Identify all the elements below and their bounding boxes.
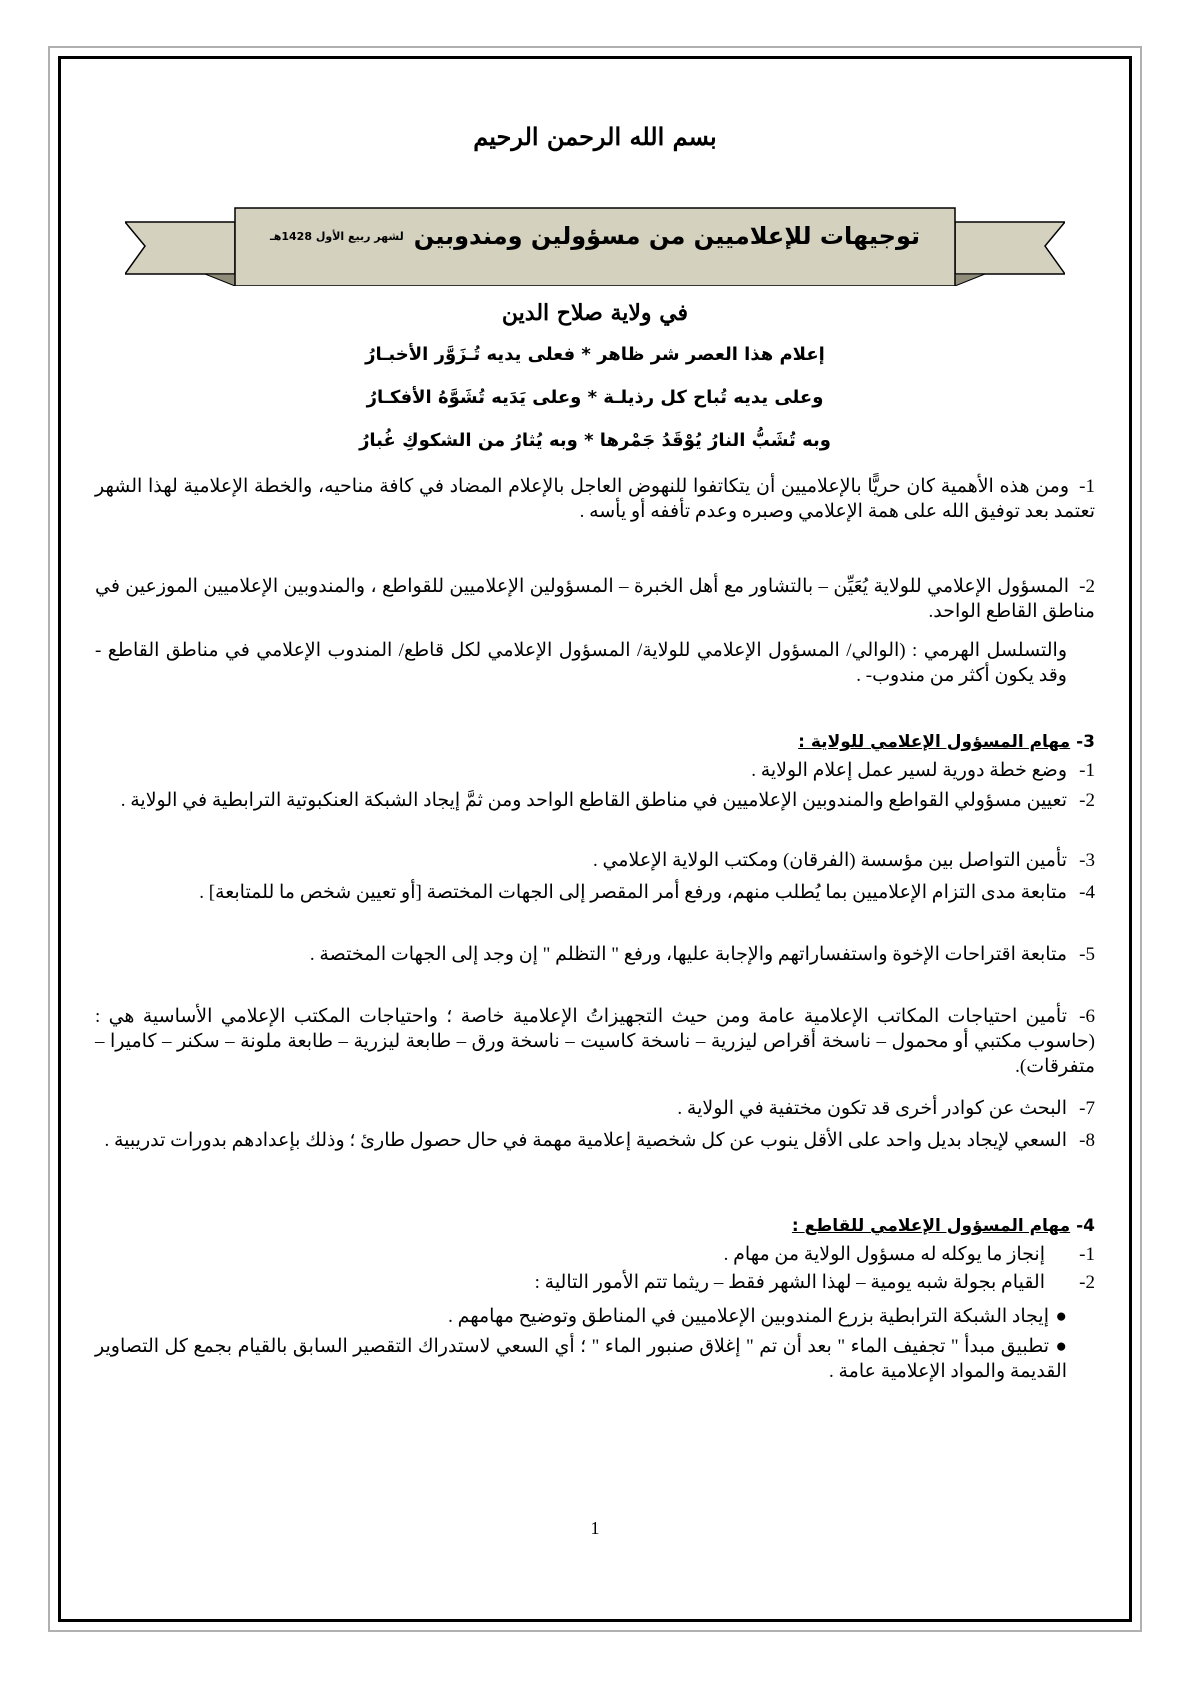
section-title: مهام المسؤول الإعلامي للقاطع bbox=[804, 1216, 1071, 1236]
list-item bbox=[95, 758, 1095, 783]
item-text: وضع خطة دورية لسير عمل إعلام الولاية . bbox=[751, 760, 1067, 781]
hierarchy-paragraph: والتسلسل الهرمي : (الوالي/ المسؤول الإعلامي للولاية/ المسؤول الإعلامي لكل قاطع/ المندوب الإعلامي في مناطق القاطع - وقد يكون أكثر من مندوب- . bbox=[95, 640, 1067, 686]
document-content bbox=[95, 56, 1095, 1616]
list-item bbox=[95, 788, 1095, 813]
item-text: متابعة اقتراحات الإخوة واستفساراتهم والإجابة عليها، ورفع " التظلم " إن وجد إلى الجهات المختصة . bbox=[309, 944, 1067, 965]
list-item bbox=[95, 1096, 1095, 1121]
section-number: 3- bbox=[1076, 732, 1095, 752]
list-item bbox=[95, 1128, 1095, 1153]
item-number: 5- bbox=[1079, 944, 1095, 965]
paragraph-number: 1- bbox=[1079, 476, 1095, 497]
poem-line: وبه تُشَبُّ النارُ يُوْقَدُ جَمْرها * وبه يُثارُ من الشكوكِ غُبارُ bbox=[359, 430, 831, 451]
item-text: القيام بجولة شبه يومية – لهذا الشهر فقط – ريثما تتم الأمور التالية : bbox=[534, 1272, 1045, 1293]
page-number: 1 bbox=[590, 1518, 600, 1538]
paragraph-1 bbox=[95, 474, 1095, 524]
basmala-heading: بسم الله الرحمن الرحيم bbox=[473, 122, 717, 151]
bullet-text: تطبيق مبدأ " تجفيف الماء " بعد أن تم " إغلاق صنبور الماء " ؛ أي السعي لاستدراك التقصير السابق بالقيام بجمع كل التصاوير القديمة والمواد الإعلامية عامة . bbox=[95, 1336, 1067, 1382]
section-4-heading bbox=[95, 1216, 1095, 1236]
banner-date: لشهر ربيع الأول 1428هـ bbox=[269, 229, 404, 243]
paragraph-text: ومن هذه الأهمية كان حريًّا بالإعلاميين أن يتكاتفوا للنهوض العاجل بالإعلام المضاد في كافة مناحيه، والخطة الإعلامية لهذا الشهر تعتمد بعد توفيق الله على همة الإعلامي وصبره وعدم تأففه أو يأسه . bbox=[95, 476, 1095, 522]
section-3-heading bbox=[95, 732, 1095, 752]
bullet-item bbox=[95, 1304, 1095, 1329]
paragraph-2 bbox=[95, 574, 1095, 624]
poem-line: إعلام هذا العصر شر ظاهر * فعلى يديه تُـزَوَّر الأخبـارُ bbox=[365, 344, 825, 365]
item-number: 2- bbox=[1079, 790, 1095, 811]
item-text: السعي لإيجاد بديل واحد على الأقل ينوب عن كل شخصية إعلامية مهمة في حال حصول طارئ ؛ وذلك بإعدادهم بدورات تدريبية . bbox=[104, 1130, 1067, 1151]
section-number: 4- bbox=[1076, 1216, 1095, 1236]
section-colon: : bbox=[791, 1216, 805, 1236]
item-number: 7- bbox=[1079, 1098, 1095, 1119]
item-text: البحث عن كوادر أخرى قد تكون مختفية في الولاية . bbox=[677, 1098, 1067, 1119]
list-item bbox=[95, 848, 1095, 873]
item-text: إنجاز ما يوكله له مسؤول الولاية من مهام . bbox=[723, 1244, 1045, 1265]
item-number: 8- bbox=[1079, 1130, 1095, 1151]
banner-title: توجيهات للإعلاميين من مسؤولين ومندوبين bbox=[413, 222, 921, 250]
paragraph-number: 2- bbox=[1079, 576, 1095, 597]
subtitle-heading: في ولاية صلاح الدين bbox=[501, 300, 689, 326]
list-item bbox=[95, 942, 1095, 967]
item-text: متابعة مدى التزام الإعلاميين بما يُطلب منهم، ورفع أمر المقصر إلى الجهات المختصة [أو تعيين شخص ما للمتابعة] . bbox=[199, 882, 1067, 903]
list-item bbox=[95, 1004, 1095, 1079]
item-number: 1- bbox=[1079, 760, 1095, 781]
bullet-icon: ● bbox=[1055, 1306, 1067, 1327]
item-number: 1- bbox=[1079, 1244, 1095, 1265]
section-title: مهام المسؤول الإعلامي للولاية bbox=[810, 732, 1071, 752]
bullet-icon: ● bbox=[1055, 1336, 1067, 1357]
list-item bbox=[95, 1242, 1095, 1267]
paragraph-text: المسؤول الإعلامي للولاية يُعَيِّن – بالتشاور مع أهل الخبرة – المسؤولين الإعلاميين للقواطع ، والمندوبين الإعلاميين الموزعين في مناطق القاطع الواحد. bbox=[95, 576, 1095, 622]
banner-text bbox=[235, 208, 955, 264]
title-banner bbox=[125, 186, 1065, 286]
item-number: 3- bbox=[1079, 850, 1095, 871]
list-item bbox=[95, 1270, 1095, 1295]
section-colon: : bbox=[798, 732, 811, 752]
item-number: 6- bbox=[1079, 1006, 1095, 1027]
bullet-item bbox=[95, 1334, 1095, 1384]
bullet-text: إيجاد الشبكة الترابطية بزرع المندوبين الإعلاميين في المناطق وتوضيح مهامهم . bbox=[448, 1306, 1049, 1327]
item-text: تأمين احتياجات المكاتب الإعلامية عامة ومن حيث التجهيزاتُ الإعلامية خاصة ؛ واحتياجات المكتب الإعلامي الأساسية هي : (حاسوب مكتبي أو محمول – ناسخة أقراص ليزرية – ناسخة كاسيت – ناسخة ورق – طابعة ليزرية – طابعة ملونة – سكنر – كاميرا – متفرقات). bbox=[95, 1006, 1095, 1077]
list-item bbox=[95, 880, 1095, 905]
item-number: 4- bbox=[1079, 882, 1095, 903]
poem-line: وعلى يديه تُباح كل رذيلـة * وعلى يَدَيه تُشَوَّهُ الأفكـارُ bbox=[366, 387, 824, 408]
item-text: تعيين مسؤولي القواطع والمندوبين الإعلاميين في مناطق القاطع الواحد ومن ثمَّ إيجاد الشبكة العنكبوتية الترابطية في الولاية . bbox=[120, 790, 1067, 811]
item-number: 2- bbox=[1079, 1272, 1095, 1293]
item-text: تأمين التواصل بين مؤسسة (الفرقان) ومكتب الولاية الإعلامي . bbox=[592, 850, 1067, 871]
